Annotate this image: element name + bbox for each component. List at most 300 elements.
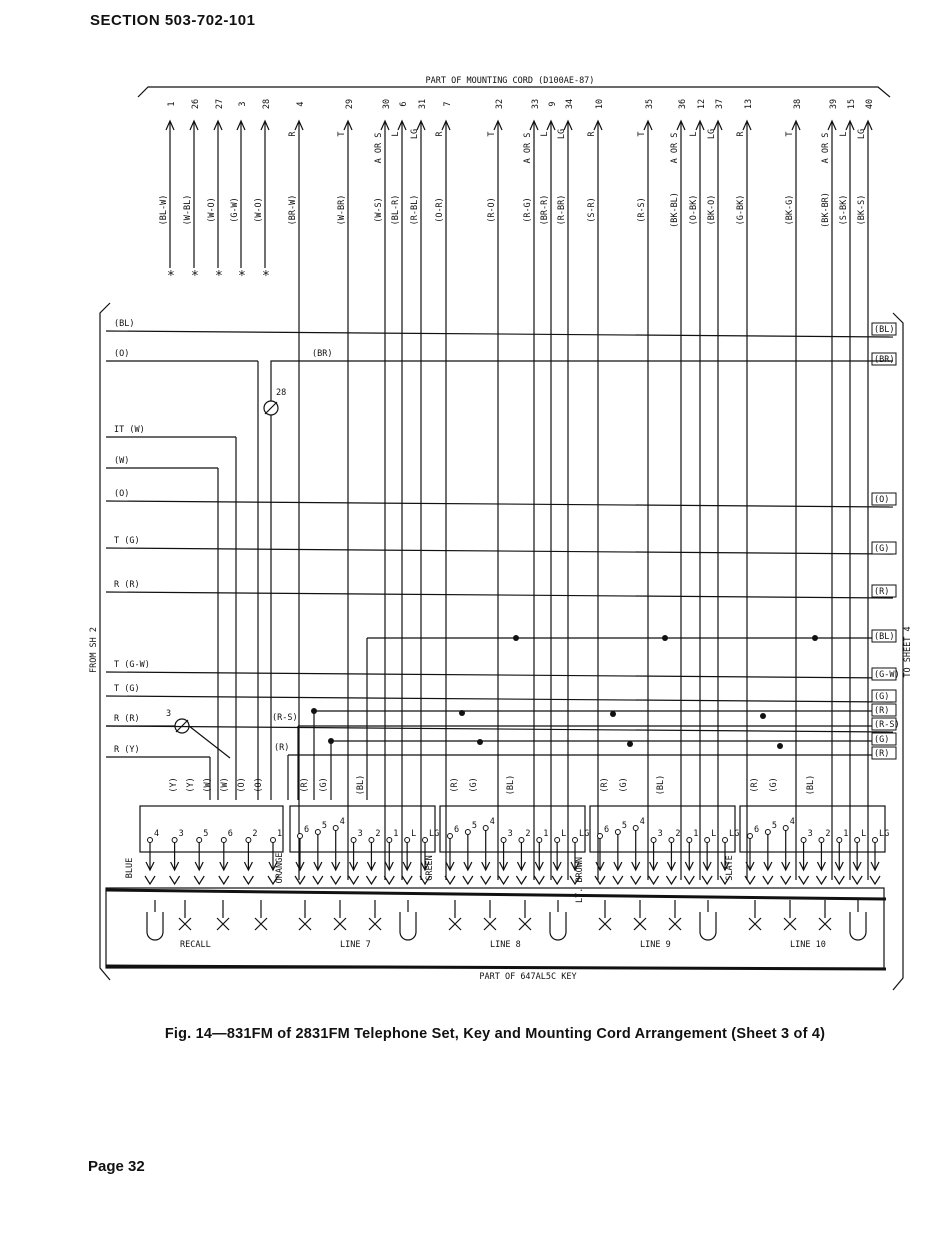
right-lead-label-11: (R): [874, 749, 890, 759]
conductor-number: 40: [865, 98, 875, 110]
pin-label: 1: [393, 829, 399, 839]
left-brace: [100, 303, 110, 980]
conductor-number: 12: [697, 98, 707, 110]
conductor-number: 3: [238, 101, 248, 107]
conductor-lead: T: [637, 131, 647, 137]
conductor-number: 30: [382, 98, 392, 110]
pin-terminal: [598, 834, 603, 839]
pin-terminal: [555, 838, 560, 843]
conductor-number: 27: [215, 98, 225, 110]
left-lead-5: [106, 536, 893, 554]
splice-star: *: [238, 269, 246, 284]
pin-label: L: [711, 829, 717, 839]
mounting-cord-title: PART OF MOUNTING CORD (D100AE-87): [425, 76, 595, 86]
conductor-color: (R-S): [637, 197, 647, 223]
pin-terminal: [172, 838, 177, 843]
cord-conductor-15: [839, 99, 857, 880]
pin-label: 1: [543, 829, 549, 839]
pin-terminal: [573, 838, 578, 843]
plug-y: [349, 876, 359, 884]
pin-terminal: [369, 838, 374, 843]
cord-conductor-27: [207, 99, 225, 284]
pin-terminal: [197, 838, 202, 843]
switch-contact: [519, 918, 531, 930]
cord-conductor-28: [254, 99, 272, 284]
conductor-number: 26: [191, 98, 201, 110]
plug-y: [331, 876, 341, 884]
pin-terminal: [615, 830, 620, 835]
switch-contact: [669, 918, 681, 930]
to-sheet-label: TO SHEET 4: [903, 626, 913, 678]
pin-label: LG: [729, 829, 740, 839]
key-box: [140, 806, 283, 852]
plug-y: [666, 876, 676, 884]
key-title: PART OF 647AL5C KEY: [479, 972, 577, 982]
switch-contact: [449, 918, 461, 930]
wire-color-label: (R): [450, 777, 460, 793]
lead-label: T (G): [114, 536, 140, 546]
lamp-symbol: [550, 912, 566, 940]
pin-label: LG: [429, 829, 440, 839]
junction-dot-1: [662, 635, 668, 641]
plug-y: [852, 876, 862, 884]
lead-label: R (R): [114, 580, 140, 590]
switch-contact: [255, 918, 267, 930]
pin-terminal: [405, 838, 410, 843]
pin-terminal: [669, 838, 674, 843]
conductor-color: (R-BR): [557, 194, 567, 226]
mid-lead-label-0: (BR): [312, 349, 333, 359]
pin-label: 4: [639, 817, 645, 827]
plug-y: [816, 876, 826, 884]
pin-terminal: [705, 838, 710, 843]
pin-label: 4: [789, 817, 795, 827]
conductor-color: (BL-W): [159, 194, 169, 226]
conductor-number: 4: [296, 101, 306, 107]
left-lead-1: [106, 349, 258, 361]
pin-terminal: [651, 838, 656, 843]
conductor-lead: T: [487, 131, 497, 137]
conductor-color: (O-R): [435, 197, 445, 223]
conductor-number: 6: [399, 101, 409, 107]
cord-conductor-7: [435, 101, 453, 880]
plug-y: [499, 876, 509, 884]
right-lead-label-8: (R): [874, 706, 890, 716]
cord-conductor-9: [540, 101, 558, 880]
lead-wire: [106, 501, 893, 507]
pin-label: 2: [525, 829, 531, 839]
pin-label: 3: [178, 829, 184, 839]
conductor-number: 13: [744, 98, 754, 110]
cord-conductor-39: [821, 99, 839, 880]
conductor-lead: LG: [707, 128, 717, 140]
junction-dot-10: [777, 743, 783, 749]
pin-terminal: [351, 838, 356, 843]
pin-terminal: [837, 838, 842, 843]
pin-label: 4: [339, 817, 345, 827]
left-lead-2: [106, 425, 236, 437]
pin-terminal: [783, 826, 788, 831]
conductor-color: (BR-W): [288, 194, 298, 226]
cord-conductor-32: [487, 99, 505, 880]
plug-y: [799, 876, 809, 884]
conductor-color: (W-BR): [337, 194, 347, 226]
conductor-number: 28: [262, 98, 272, 110]
pin-label: 6: [604, 825, 610, 835]
junction-dot-8: [477, 739, 483, 745]
wire-color-label: (R): [300, 777, 310, 793]
pin-label: 6: [304, 825, 310, 835]
junction-dot-7: [328, 738, 334, 744]
mounting-cord-brace: [138, 87, 890, 97]
pin-terminal: [387, 838, 392, 843]
plug-y: [384, 876, 394, 884]
conductor-lead: LG: [557, 128, 567, 140]
conductor-color: (S-BK): [839, 194, 849, 226]
wire-color-label: (G): [769, 777, 779, 793]
switch-contact: [634, 918, 646, 930]
conductor-number: 39: [829, 98, 839, 110]
plug-y: [516, 876, 526, 884]
figure-caption: Fig. 14—831FM of 2831FM Telephone Set, Key and Mounting Cord Arrangement (Sheet 3 of 4): [164, 1026, 826, 1042]
cord-conductor-12: [689, 99, 707, 880]
lead-wire: [106, 548, 893, 554]
pin-label: 3: [807, 829, 813, 839]
pin-terminal: [448, 834, 453, 839]
conductor-color: (W-BL): [183, 194, 193, 226]
page-number: Page 32: [88, 1158, 145, 1175]
conductor-number: 37: [715, 98, 725, 110]
conductor-color: (W-O): [254, 197, 264, 223]
right-lead-label-6: (G-W): [874, 670, 900, 680]
key-section: [125, 775, 889, 950]
key-group-4: [725, 775, 889, 950]
switch-contact: [179, 918, 191, 930]
wire-color-label: (BL): [656, 774, 666, 796]
lead-label: T (G-W): [114, 660, 150, 670]
conductor-color: (W-O): [207, 197, 217, 223]
plug-y: [219, 876, 229, 884]
lead-label: R (Y): [114, 745, 140, 755]
key-line-label: RECALL: [180, 940, 211, 950]
pin-label: 2: [675, 829, 681, 839]
left-lead-7: [106, 660, 893, 678]
conductor-lead: R: [435, 131, 445, 137]
pin-terminal: [801, 838, 806, 843]
plug-y: [781, 876, 791, 884]
right-lead-label-5: (BL): [874, 632, 895, 642]
conductor-lead: A OR S: [821, 132, 831, 164]
plug-y: [313, 876, 323, 884]
lamp-color-label: LT. BROWN: [575, 856, 585, 904]
lead-wire: [106, 672, 893, 678]
pin-label: 5: [321, 821, 327, 831]
conductor-lead: L: [839, 131, 849, 137]
conductor-color: (BK-S): [857, 194, 867, 226]
junction-dot-0: [513, 635, 519, 641]
mid-lead-label-1: (R-S): [272, 713, 298, 723]
lead-label: IT (W): [114, 425, 145, 435]
varistor-28: [264, 388, 286, 415]
pin-label: 5: [621, 821, 627, 831]
junction-dot-3: [311, 708, 317, 714]
conductor-color: (BK-O): [707, 194, 717, 226]
pin-label: 3: [357, 829, 363, 839]
conductor-number: 32: [495, 98, 505, 110]
pin-terminal: [819, 838, 824, 843]
pin-terminal: [855, 838, 860, 843]
conductor-color: (BK-BR): [821, 192, 831, 228]
plug-y: [295, 876, 305, 884]
pin-label: 6: [227, 829, 233, 839]
pin-terminal: [333, 826, 338, 831]
pin-label: 2: [825, 829, 831, 839]
pin-label: 5: [771, 821, 777, 831]
key-group-0: [125, 777, 283, 950]
wire-color-label: (R): [750, 777, 760, 793]
cord-conductor-3: [230, 101, 248, 284]
wire-color-label: (BL): [806, 774, 816, 796]
lamp-color-label: SLATE: [725, 855, 735, 881]
pin-label: 4: [154, 829, 160, 839]
pin-label: 6: [454, 825, 460, 835]
pin-terminal: [723, 838, 728, 843]
pin-label: 2: [252, 829, 258, 839]
left-lead-4: [106, 489, 893, 507]
switch-contact: [334, 918, 346, 930]
cord-conductor-1: [159, 101, 177, 284]
plug-y: [366, 876, 376, 884]
conductor-color: (O-BK): [689, 194, 699, 226]
conductor-lead: LG: [410, 128, 420, 140]
plug-y: [631, 876, 641, 884]
pin-terminal: [748, 834, 753, 839]
pin-label: 5: [203, 829, 209, 839]
plug-y: [649, 876, 659, 884]
plug-y: [194, 876, 204, 884]
cord-conductor-35: [637, 99, 655, 880]
pin-label: LG: [879, 829, 890, 839]
cord-conductor-6: [391, 101, 409, 880]
conductor-lead: T: [337, 131, 347, 137]
left-lead-8: [106, 684, 893, 702]
plug-y: [243, 876, 253, 884]
cord-conductor-30: [374, 99, 392, 880]
lead-label: (BL): [114, 319, 135, 329]
plug-y: [870, 876, 880, 884]
lead-label: (O): [114, 349, 130, 359]
right-lead-label-10: (G): [874, 735, 890, 745]
plug-y: [702, 876, 712, 884]
pin-label: 4: [489, 817, 495, 827]
right-lead-label-2: (O): [874, 495, 890, 505]
wire-color-label: (O): [237, 777, 247, 793]
pin-terminal: [423, 838, 428, 843]
lead-wire: [106, 592, 893, 598]
svg-text:28: 28: [276, 388, 287, 398]
cord-conductor-40: [857, 99, 875, 880]
cord-conductor-37: [707, 99, 725, 880]
left-lead-3: [106, 456, 218, 468]
wire-color-label: (W): [220, 777, 230, 793]
cord-conductor-10: [587, 99, 605, 880]
pin-terminal: [315, 830, 320, 835]
pin-label: 1: [693, 829, 699, 839]
conductor-lead: LG: [857, 128, 867, 140]
conductor-color: (G-BK): [736, 194, 746, 226]
switch-contact: [749, 918, 761, 930]
switch-contact: [299, 918, 311, 930]
cord-conductor-31: [410, 99, 428, 880]
plug-y: [763, 876, 773, 884]
pin-terminal: [221, 838, 226, 843]
pin-terminal: [298, 834, 303, 839]
cord-conductor-4: [288, 101, 306, 880]
conductor-number: 7: [443, 101, 453, 107]
lamp-color-label: ORANGE: [275, 852, 285, 884]
lead-wire: [106, 696, 893, 702]
pin-label: 5: [471, 821, 477, 831]
junction-dot-6: [760, 713, 766, 719]
conductor-number: 9: [548, 101, 558, 107]
key-group-3: [575, 775, 739, 950]
cord-conductor-38: [785, 99, 803, 880]
lamp-symbol: [700, 912, 716, 940]
plug-y: [684, 876, 694, 884]
key-top-rail: [106, 890, 886, 899]
cord-conductor-33: [523, 99, 541, 880]
conductor-lead: A OR S: [670, 132, 680, 164]
plug-y: [834, 876, 844, 884]
conductor-color: (BR-R): [540, 194, 550, 226]
plug-y: [463, 876, 473, 884]
lamp-color-label: BLUE: [125, 857, 135, 879]
pin-terminal: [483, 826, 488, 831]
right-brace: [893, 313, 903, 990]
cord-conductor-26: [183, 99, 201, 284]
splice-star: *: [167, 269, 175, 284]
splice-star: *: [262, 269, 270, 284]
key-group-2: [425, 775, 589, 950]
conductor-number: 10: [595, 98, 605, 110]
conductor-lead: R: [736, 131, 746, 137]
pin-terminal: [465, 830, 470, 835]
pin-label: 1: [277, 829, 283, 839]
plug-y: [613, 876, 623, 884]
conductor-lead: L: [391, 131, 401, 137]
key-group-1: [275, 775, 439, 950]
wire-color-label: (BL): [356, 774, 366, 796]
pin-label: LG: [579, 829, 590, 839]
key-line-label: LINE 9: [640, 940, 671, 950]
wire-color-label: (BL): [506, 774, 516, 796]
pin-label: 3: [657, 829, 663, 839]
pin-terminal: [687, 838, 692, 843]
lamp-symbol: [850, 912, 866, 940]
pin-terminal: [148, 838, 153, 843]
conductor-number: 35: [645, 98, 655, 110]
pin-terminal: [633, 826, 638, 831]
right-lead-label-1: (BR): [874, 355, 895, 365]
pin-terminal: [519, 838, 524, 843]
conductor-color: (R-G): [523, 197, 533, 223]
mid-lead-label-2: (R): [274, 743, 290, 753]
pin-label: L: [411, 829, 417, 839]
conductor-number: 1: [167, 101, 177, 107]
lamp-symbol: [400, 912, 416, 940]
left-lead-9: [106, 714, 893, 732]
conductor-lead: R: [288, 131, 298, 137]
wire-color-label: (W): [203, 777, 213, 793]
conductor-color: (R-O): [487, 197, 497, 223]
switch-contact: [819, 918, 831, 930]
wire-color-label: (G): [469, 777, 479, 793]
conductor-number: 36: [678, 98, 688, 110]
left-lead-0: [106, 319, 893, 337]
svg-text:3: 3: [166, 709, 172, 719]
splice-star: *: [215, 269, 223, 284]
lead-wire: [106, 726, 893, 732]
plug-y: [595, 876, 605, 884]
junction-dot-4: [459, 710, 465, 716]
switch-contact: [484, 918, 496, 930]
junction-dot-9: [627, 741, 633, 747]
conductor-color: (S-R): [587, 197, 597, 223]
switch-contact: [784, 918, 796, 930]
conductor-color: (R-BL): [410, 194, 420, 226]
lamp-symbol: [147, 912, 163, 940]
conductor-color: (W-S): [374, 197, 384, 223]
conductor-lead: A OR S: [374, 132, 384, 164]
conductor-color: (BL-R): [391, 194, 401, 226]
plug-y: [402, 876, 412, 884]
key-line-label: LINE 7: [340, 940, 371, 950]
wire-color-label: (G): [319, 777, 329, 793]
pin-terminal: [537, 838, 542, 843]
right-lead-label-4: (R): [874, 587, 890, 597]
cord-conductor-29: [337, 99, 355, 880]
from-sheet-label: FROM SH 2: [89, 626, 99, 674]
conductor-number: 15: [847, 98, 857, 110]
conductor-color: (BK-BL): [670, 192, 680, 228]
cord-conductor-13: [736, 99, 754, 880]
conductor-lead: L: [540, 131, 550, 137]
pin-label: L: [861, 829, 867, 839]
pin-terminal: [246, 838, 251, 843]
cord-conductors: [159, 99, 875, 880]
horizontal-leads: [106, 319, 900, 800]
lead-label: T (G): [114, 684, 140, 694]
pin-label: 3: [507, 829, 513, 839]
right-lead-label-7: (G): [874, 692, 890, 702]
pin-label: 6: [754, 825, 760, 835]
pin-terminal: [501, 838, 506, 843]
right-lead-label-3: (G): [874, 544, 890, 554]
junction-dot-5: [610, 711, 616, 717]
wire-color-label: (R): [600, 777, 610, 793]
conductor-color: (BK-G): [785, 194, 795, 226]
switch-contact: [599, 918, 611, 930]
plug-y: [534, 876, 544, 884]
conductor-number: 33: [531, 98, 541, 110]
conductor-number: 29: [345, 98, 355, 110]
br-route: [271, 361, 893, 401]
wire-color-label: (Y): [169, 777, 179, 793]
left-lead-10: [106, 745, 210, 757]
cord-conductor-36: [670, 99, 688, 880]
key-line-label: LINE 10: [790, 940, 826, 950]
right-lead-label-9: (R-S): [874, 720, 900, 730]
